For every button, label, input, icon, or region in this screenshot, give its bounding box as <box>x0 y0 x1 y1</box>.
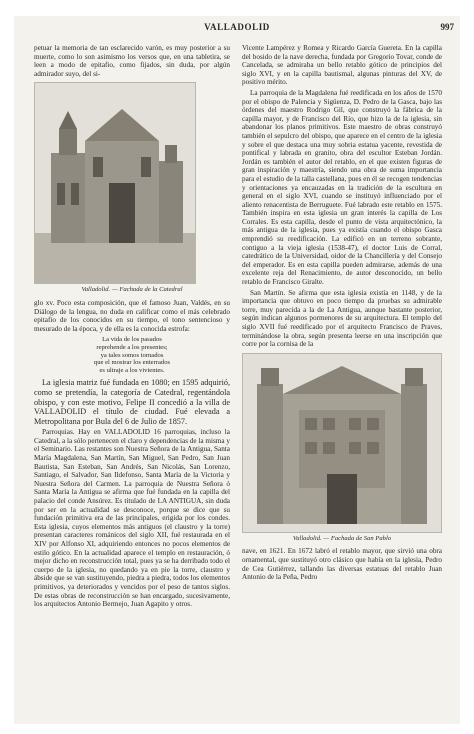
epitaph-verse <box>34 336 230 374</box>
cathedral-caption: Valladolid. — Fachada de la Catedral <box>81 286 183 294</box>
left-column <box>34 44 230 611</box>
verse-line: La vida de los pasados <box>102 336 162 344</box>
san-martin-paragraph: San Martín. Se afirma que esta iglesia existía en 1148, y de la importancia que obtuvo en poco tiempo da pruebas su admirable torre, muy parecida a la de La Antigua, aunque bastante posterior, según indican algunos pormenores de su arquitectura. El templo del siglo XVII fué reedificado por el arquitecto Francisco de Praves, terminándose la obra, según presenta leerse en una inscripción que corre por la cornisa de la <box>242 288 442 349</box>
verse-line: que el mostrar los enterrados <box>93 359 171 367</box>
parroquias-paragraph: Parroquias. Hay en VALLADOLID 16 parroquias, incluso la Catedral, a la sólo pertenecen el claro y dependencias de la misma y el Seminario. Las restantes son Nuestra Señora de la Antigua, Santa María Magdalena, San Martín, San Miguel, San Pedro, San Juan Bautista, San Esteban, San Andrés, San Nicolás, San Lorenzo, Santiago, el Salvador, San Ildefonso, Santa María de la Victoria y Nuestra Señora del Carmen. La parroquia de Nuestra Señora ó Santa María la Antigua se afirma que fué fundada en la capilla del palacio del conde Ansúrez. Es títulado de LA ANTIGUA, sin duda por ser en la actualidad se desconoce, porque se dice que su fundación primitiva era de las principales, erigida por los condes. Esta iglesia, cuyos elementos más antiguos (el claustro y la torre) presentan caracteres románicos del siglo XII, fué restaurada en el XIV por Alfonso XI, adquiriendo entonces no pocos elementos de estilo gótico. En la actualidad aparece el templo en restauración, ó mejor dicho en reconstrucción total, pues ya se ha derribado todo el cuerpo de la iglesia, no quedando ya en pie la torre, claustro y ábside que se van sustituyendo, piedra a piedra, todos los elementos primitivos, ya deteriorados y vencidos por el peso de tantos siglos. De estas obras de reconstrucción se han encargado, sucesivamente, los arquitectos Antonio Bermejo, Juan Agapito y otros. <box>34 428 230 609</box>
san-pablo-facade-photo <box>242 353 442 533</box>
verse-line: reprehende a los presentes; <box>96 343 168 351</box>
right-intro-paragraph: Vicente Lampérez y Romea y Ricardo García Guereta. En la capilla del bosido de la nave derecha, fundada por Gregorio Tovar, conde de Cancelada, se admiraba un bello retablo gótico de principios del siglo XVI, y en la capilla bautismal, algunas pinturas del XV, de positivo mérito. <box>242 44 442 87</box>
san-pablo-figure <box>242 353 442 544</box>
magdalena-paragraph: La parroquia de la Magdalena fué reedificada en los años de 1570 por el obispo de Palencia y Sigüenza, D. Pedro de la Gasca, bajo las órdenes del maestro Rodrigo Gil, que construyó la fábrica de la capilla mayor, y de Francisco del Río, que hizo la de la iglesia, sin abandonar los planos primitivos. Este maestro de obras construyó también el sepulcro del obispo, que aparece en el centro de la iglesia y sobre el que destaca una muy sobria estatua yacente, revestida de pontifical y labrada en granito, obra del escultor Esteban Jordán. Jordán es también el autor del retablo, en el que existen figuras de gran inspiración y maestría, siendo una obra de suma importancia para el estudio de la talla castellana, pues en él se recogen tendencias y orientaciones ya encauzadas en la tradición de la escultura en general en el siglo XVI, cuando se instituyó influenciado por el aliento renacentista de Berruguete. Fué labrado este retablo en 1575. También inspira en esta iglesia un gran interés la capilla de Los Corrales. Es esta capilla, desde el punto de vista arquitectónico, la más antigua de la iglesia, pues ya existía cuando el obispo Gasca emprendió su reedificación. La edificó en un terreno sobrante, contiguo a la vieja iglesia (1538-47), el doctor Luis de Corral, catedrático de la Universidad, oidor de la Chancillería y del Consejo del emperador. Es en esta capilla pueden admirarse, además de una excelente reja del Renacimiento, de autor desconocido, un bello retablo de Francisco Giralte. <box>242 88 442 287</box>
book-page <box>14 16 460 724</box>
right-column <box>242 44 442 584</box>
verse-line: ya tales somos tornados <box>100 351 164 359</box>
page-number: 997 <box>440 22 454 32</box>
cathedral-figure <box>34 82 230 295</box>
san-pablo-caption: Valladolid. — Fachada de San Pablo <box>292 534 392 542</box>
page-header <box>14 16 460 38</box>
verse-line: es ultraje a los vivientes. <box>99 366 165 374</box>
cathedral-history-paragraph: La iglesia matriz fué fundada en 1080; en 1595 adquirió, como se pretendía, la categoría de Catedral, regentándola obispo, y con este motivo, Felipe II concedió a la villa de VALLADOLID el título de ciudad. Fué elevada a Metropolitana por Bula del 6 de Julio de 1857. <box>34 378 230 426</box>
right-closing-paragraph: nave, en 1621. En 1672 labró el retablo mayor, que sirvió una obra ornamental, que sustituyó otro clásico que había en la iglesia, Pedro de Cea Gutiérrez, tallando las diversas estatuas del retablo Juan Antonio de la Peña, Pedro <box>242 547 442 582</box>
left-intro-paragraph: petuar la memoria de tan esclarecido varón, es muy posterior a su muerte, como lo son asimismo los versos que, en una tabletira, se leen a modo de epitafio, como fijados, sin duda, por algún admirador suyo, del si- <box>34 44 230 78</box>
cathedral-facade-photo <box>34 82 196 284</box>
epitaph-paragraph: glo xv. Poco esta composición, que el famoso Juan, Valdés, en su Diálogo de la lengua, no duda en calificar como el más celebrado epitafio de los conocidos en su tiempo, el tono sentencioso y mesurado de la época, y de ella es la conocida estrofa: <box>34 298 230 333</box>
running-title: VALLADOLID <box>204 22 270 32</box>
